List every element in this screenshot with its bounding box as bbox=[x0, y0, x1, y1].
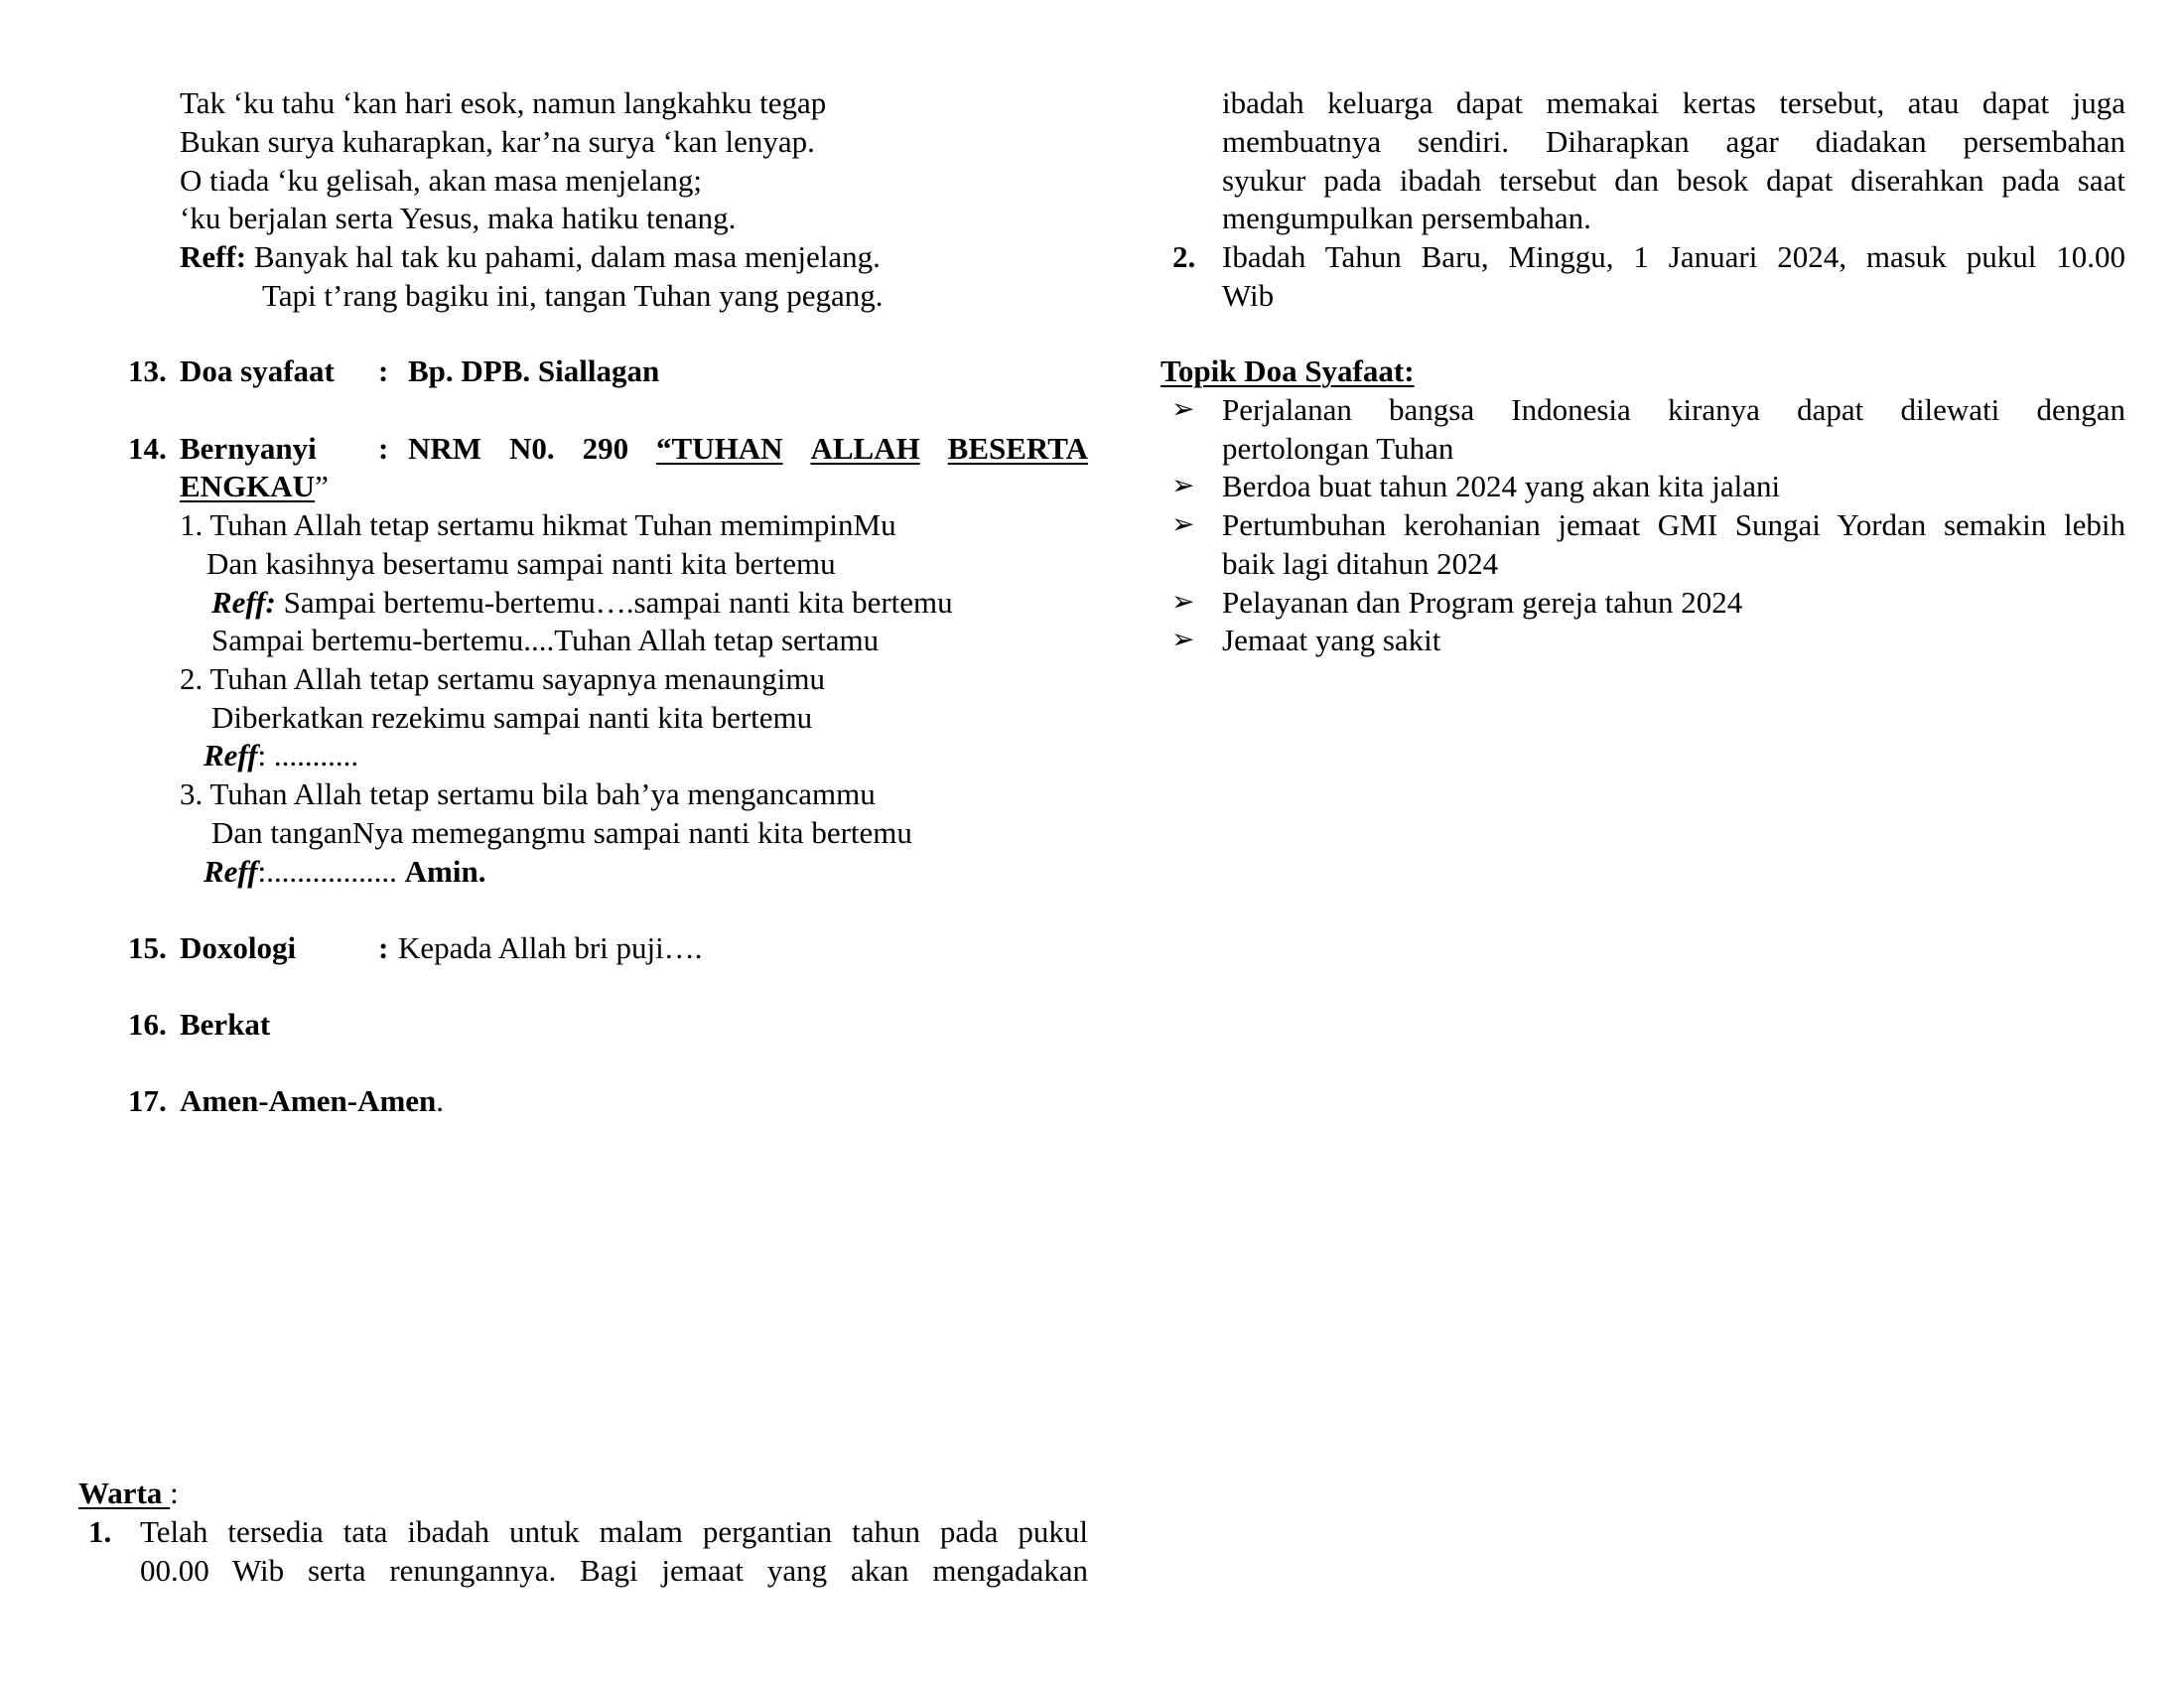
topik-item-1-line-2: pertolongan Tuhan bbox=[1222, 431, 1454, 466]
arrow-bullet-icon: ➢ bbox=[1171, 587, 1195, 618]
song-title-word: BESERTA bbox=[947, 431, 1088, 466]
item-17-label: Amen-Amen-Amen bbox=[180, 1083, 437, 1118]
topik-item-1-line-1: Perjalanan bangsa Indonesia kiranya dapat dilewati dengan bbox=[1222, 392, 2125, 427]
reff-line: Banyak hal tak ku pahami, dalam masa menjelang. bbox=[253, 239, 881, 274]
verse-2-line-2: Diberkatkan rezekimu sampai nanti kita bertemu bbox=[211, 700, 813, 735]
topik-item-3-line-1: Pertumbuhan kerohanian jemaat GMI Sungai Yordan semakin lebih bbox=[1222, 507, 2125, 542]
warta-cont-line-1: ibadah keluarga dapat memakai kertas tersebut, atau dapat juga bbox=[1222, 85, 2125, 120]
reff-line: Sampai bertemu-bertemu….sampai nanti kita bertemu bbox=[283, 585, 953, 620]
verse-1-reff bbox=[211, 584, 953, 623]
close-quote: ” bbox=[315, 469, 329, 503]
warta-cont-line-2: membuatnya sendiri. Diharapkan agar diadakan persembahan bbox=[1222, 124, 2125, 159]
item-15-colon: : bbox=[378, 930, 389, 965]
topik-item-3-line-2: baik lagi ditahun 2024 bbox=[1222, 546, 1499, 581]
item-16-label: Berkat bbox=[180, 1007, 271, 1042]
verse-3-line-2: Dan tanganNya memegangmu sampai nanti kita bertemu bbox=[211, 815, 912, 850]
item-17-text bbox=[180, 1082, 444, 1121]
song-title-word: ALLAH bbox=[810, 431, 920, 466]
warta-item-1-number: 1. bbox=[88, 1514, 112, 1549]
warta-item-2-line-1: Ibadah Tahun Baru, Minggu, 1 Januari 2024, masuk pukul 10.00 bbox=[1222, 239, 2125, 274]
song-line-4: ‘ku berjalan serta Yesus, maka hatiku tenang. bbox=[180, 201, 737, 235]
arrow-bullet-icon: ➢ bbox=[1171, 471, 1195, 501]
item-13-colon: : bbox=[378, 353, 389, 388]
topik-item-2: Berdoa buat tahun 2024 yang akan kita jalani bbox=[1222, 469, 1781, 503]
song-ref-word: NRM bbox=[408, 431, 482, 466]
item-14-label: Bernyanyi bbox=[180, 431, 317, 466]
item-13-label: Doa syafaat bbox=[180, 353, 335, 388]
warta-item-2-line-2: Wib bbox=[1222, 278, 1275, 313]
verse-1-line-1: 1. Tuhan Allah tetap sertamu hikmat Tuhan memimpinMu bbox=[180, 507, 896, 542]
song-reff bbox=[180, 238, 881, 277]
song-title-end: ENGKAU bbox=[180, 469, 316, 503]
reff-dots: : ........... bbox=[257, 738, 359, 773]
arrow-bullet-icon: ➢ bbox=[1171, 625, 1195, 655]
song-reff-line-2: Tapi t’rang bagiku ini, tangan Tuhan yang pegang. bbox=[262, 278, 884, 313]
item-16-number: 16. bbox=[128, 1007, 167, 1042]
verse-2-reff bbox=[204, 737, 358, 775]
verse-3-line-1: 3. Tuhan Allah tetap sertamu bila bah’ya mengancammu bbox=[180, 776, 876, 811]
song-ref-word: 290 bbox=[582, 431, 629, 466]
warta-heading-colon: : bbox=[170, 1476, 179, 1510]
reff-label: Reff: bbox=[211, 585, 276, 620]
item-14-colon: : bbox=[378, 431, 389, 466]
item-15-number: 15. bbox=[128, 930, 167, 965]
verse-1-reff-line-2: Sampai bertemu-bertemu....Tuhan Allah tetap sertamu bbox=[211, 623, 880, 657]
warta-heading-text: Warta bbox=[78, 1476, 171, 1510]
reff-label: Reff: bbox=[180, 239, 247, 274]
topik-item-5: Jemaat yang sakit bbox=[1222, 623, 1441, 657]
verse-2-line-1: 2. Tuhan Allah tetap sertamu sayapnya menaungimu bbox=[180, 661, 826, 696]
reff-dots: :................. bbox=[257, 854, 397, 889]
item-15-label: Doxologi bbox=[180, 930, 297, 965]
verse-1-line-2: Dan kasihnya besertamu sampai nanti kita bertemu bbox=[206, 546, 836, 581]
item-13-number: 13. bbox=[128, 353, 167, 388]
topik-heading: Topik Doa Syafaat: bbox=[1160, 353, 1415, 388]
warta-heading bbox=[78, 1475, 179, 1513]
song-ref-word: N0. bbox=[509, 431, 555, 466]
topik-item-4: Pelayanan dan Program gereja tahun 2024 bbox=[1222, 585, 1743, 620]
song-line-2: Bukan surya kuharapkan, kar’na surya ‘kan lenyap. bbox=[180, 124, 815, 159]
warta-cont-line-3: syukur pada ibadah tersebut dan besok dapat diserahkan pada saat bbox=[1222, 163, 2125, 198]
item-14-song-ref bbox=[408, 430, 1088, 469]
verse-3-reff bbox=[204, 853, 485, 892]
warta-item-1-line-2: 00.00 Wib serta renungannya. Bagi jemaat yang akan mengadakan bbox=[140, 1553, 1088, 1588]
item-17-period: . bbox=[436, 1083, 445, 1118]
item-17-number: 17. bbox=[128, 1083, 167, 1118]
song-title-word: “TUHAN bbox=[656, 431, 783, 466]
item-14-number: 14. bbox=[128, 431, 167, 466]
item-14-title-end bbox=[180, 468, 329, 506]
warta-item-2-number: 2. bbox=[1172, 239, 1196, 274]
warta-item-1-line-1: Telah tersedia tata ibadah untuk malam pergantian tahun pada pukul bbox=[140, 1514, 1088, 1549]
amin-text: Amin. bbox=[404, 854, 486, 889]
item-13-value: Bp. DPB. Siallagan bbox=[408, 353, 660, 388]
song-line-3: O tiada ‘ku gelisah, akan masa menjelang; bbox=[180, 163, 702, 198]
arrow-bullet-icon: ➢ bbox=[1171, 394, 1195, 425]
item-15-value: Kepada Allah bri puji…. bbox=[398, 930, 703, 965]
warta-cont-line-4: mengumpulkan persembahan. bbox=[1222, 201, 1591, 235]
reff-label: Reff bbox=[204, 854, 258, 889]
arrow-bullet-icon: ➢ bbox=[1171, 509, 1195, 540]
song-line-1: Tak ‘ku tahu ‘kan hari esok, namun langkahku tegap bbox=[180, 85, 827, 120]
reff-label: Reff bbox=[204, 738, 258, 773]
